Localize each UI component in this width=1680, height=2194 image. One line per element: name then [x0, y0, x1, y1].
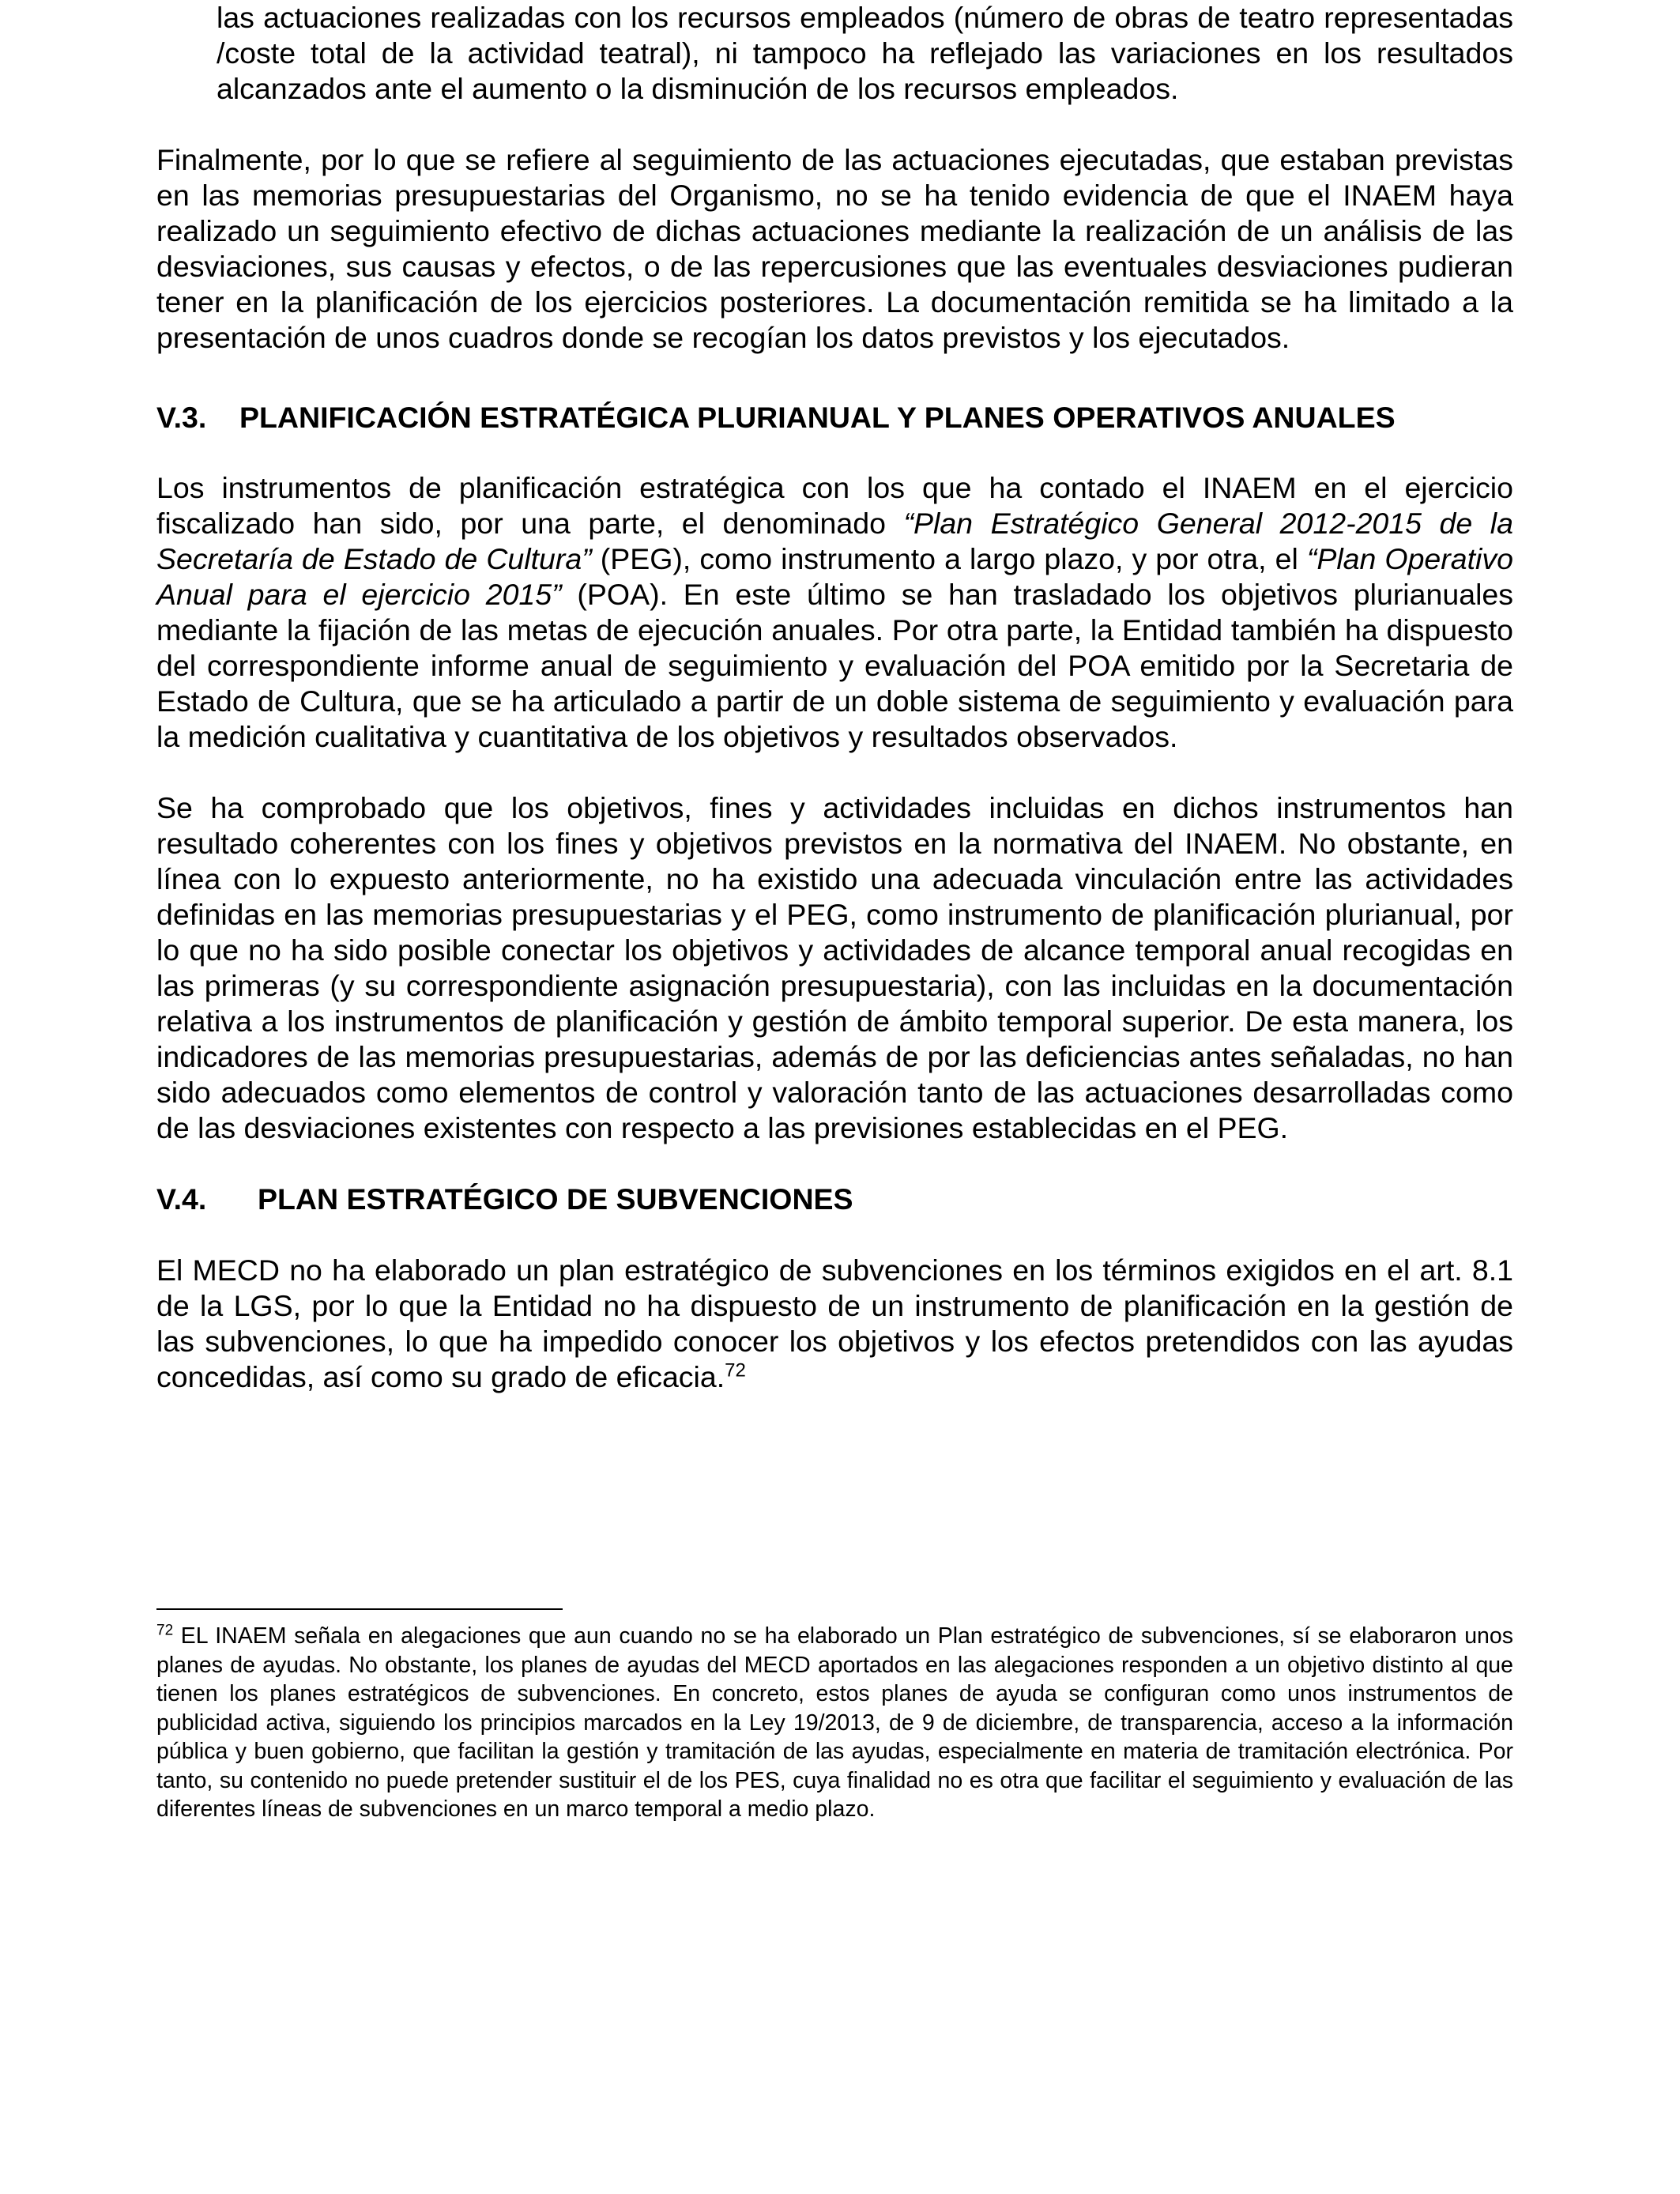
footnote-reference[interactable]: 72	[725, 1359, 746, 1382]
text-run: (PEG), como instrumento a largo plazo, y por otra, el	[591, 542, 1307, 575]
section-heading-v4	[156, 1182, 1513, 1217]
paragraph-seguimiento: Finalmente, por lo que se refiere al seguimiento de las actuaciones ejecutadas, que estaban previstas en las memorias presupuestarias del Organismo, no se ha tenido evidencia de que el INAEM haya realizado un seguimiento efectivo de dichas actuaciones mediante la realización de un análisis de las desviaciones, sus causas y efectos, o de las repercusiones que las eventuales desviaciones pudieran tener en la planificación de los ejercicios posteriores. La documentación remitida se ha limitado a la presentación de unos cuadros donde se recogían los datos previstos y los ejecutados.	[156, 143, 1513, 354]
section-number: V.3.	[156, 401, 207, 434]
section-title: PLANIFICACIÓN ESTRATÉGICA PLURIANUAL Y PLANES OPERATIVOS ANUALES	[239, 401, 1396, 434]
section-title: PLAN ESTRATÉGICO DE SUBVENCIONES	[258, 1182, 853, 1216]
italic-title-poa: “Plan Operativo Anual para el ejercicio 2015”	[156, 542, 1513, 611]
footnote-text: EL INAEM señala en alegaciones que aun cuando no se ha elaborado un Plan estratégico de subvenciones, sí se elaboraron unos planes de ayudas. No obstante, los planes de ayudas del MECD aportados en las alegaciones responden a un objetivo distinto al que tienen los planes estratégicos de subvenciones. En concreto, estos planes de ayuda se configuran como unos instrumentos de publicidad activa, siguiendo los principios marcados en la Ley 19/2013, de 9 de diciembre, de transparencia, acceso a la información pública y buen gobierno, que facilitan la gestión y tramitación de las ayudas, especialmente en materia de tramitación electrónica. Por tanto, su contenido no puede pretender sustituir el de los PES, cuya finalidad no es otra que facilitar el seguimiento y evaluación de las diferentes líneas de subvenciones en un marco temporal a medio plazo.	[156, 1623, 1513, 1822]
section-heading-v3	[156, 400, 1513, 435]
paragraph-instrumentos	[156, 470, 1513, 755]
text-run: Los instrumentos de planificación estratégica con los que ha contado el INAEM en el ejercicio fiscalizado han sido, por una parte, el denominado	[156, 471, 1513, 540]
footnote-marker: 72	[156, 1622, 174, 1639]
paragraph-continuation: las actuaciones realizadas con los recursos empleados (número de obras de teatro representadas /coste total de la actividad teatral), ni tampoco ha reflejado las variaciones en los resultados alcanzados ante el aumento o la disminución de los recursos empleados.	[217, 1, 1513, 105]
footnote-72	[156, 1622, 1513, 1824]
paragraph-mecd	[156, 1253, 1513, 1395]
text-run: (POA). En este último se han trasladado los objetivos plurianuales mediante la fijación de las metas de ejecución anuales. Por otra parte, la Entidad también ha dispuesto del correspondiente informe anual de seguimiento y evaluación del POA emitido por la Secretaria de Estado de Cultura, que se ha articulado a partir de un doble sistema de seguimiento y evaluación para la medición cualitativa y cuantitativa de los objetivos y resultados observados.	[156, 578, 1513, 753]
text-run: El MECD no ha elaborado un plan estratégico de subvenciones en los términos exigidos en el art. 8.1 de la LGS, por lo que la Entidad no ha dispuesto de un instrumento de planificación en la gestión de las subvenciones, lo que ha impedido conocer los objetivos y los efectos pretendidos con las ayudas concedidas, así como su grado de eficacia.	[156, 1253, 1513, 1393]
italic-title-peg: “Plan Estratégico General 2012-2015 de la Secretaría de Estado de Cultura”	[156, 507, 1513, 575]
section-number: V.4.	[156, 1182, 207, 1216]
paragraph-comprobado: Se ha comprobado que los objetivos, fines y actividades incluidas en dichos instrumentos han resultado coherentes con los fines y objetivos previstos en la normativa del INAEM. No obstante, en línea con lo expuesto anteriormente, no ha existido una adecuada vinculación entre las actividades definidas en las memorias presupuestarias y el PEG, como instrumento de planificación plurianual, por lo que no ha sido posible conectar los objetivos y actividades de alcance temporal anual recogidas en las primeras (y su correspondiente asignación presupuestaria), con las incluidas en la documentación relativa a los instrumentos de planificación y gestión de ámbito temporal superior. De esta manera, los indicadores de las memorias presupuestarias, además de por las deficiencias antes señaladas, no han sido adecuados como elementos de control y valoración tanto de las actuaciones desarrolladas como de las desviaciones existentes con respecto a las previsiones establecidas en el PEG.	[156, 791, 1513, 1144]
document-page	[156, 0, 1513, 1395]
footnote-separator	[156, 1608, 563, 1610]
